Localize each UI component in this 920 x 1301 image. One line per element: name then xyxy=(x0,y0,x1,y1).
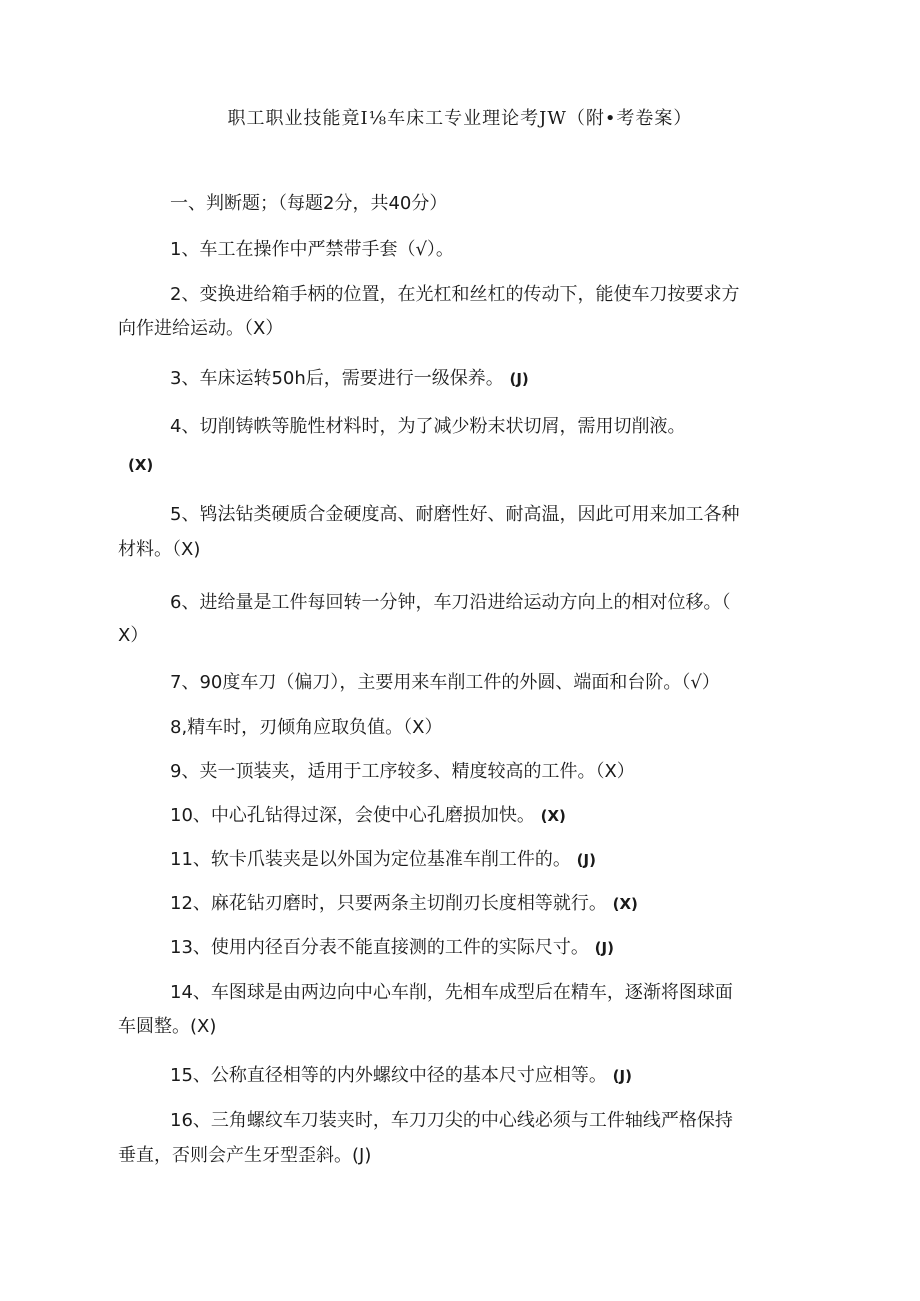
question-1: 1、车工在操作中严禁带手套（√）。 xyxy=(170,239,454,260)
question-9: 9、夹一顶装夹，适用于工序较多、精度较高的工件。（X） xyxy=(170,761,635,782)
section-heading: 一、判断题；（每题2分，共40分） xyxy=(170,193,448,214)
question-12-answer: (X) xyxy=(612,895,638,913)
question-8: 8,精车时，刃倾角应取负值。（X） xyxy=(170,717,443,738)
question-3-text: 3、车床运转50h后，需要进行一级保养。 xyxy=(170,368,504,389)
question-14-continued: 车圆整。(X) xyxy=(118,1016,217,1037)
document-title: 职工职业技能竟I⅛车床工专业理论考JW（附•考卷案） xyxy=(227,108,693,129)
question-12-text: 12、麻花钻刃磨时，只要两条主切削刃长度相等就行。 xyxy=(170,893,607,914)
question-2-continued: 向作进给运动。（X） xyxy=(118,318,284,339)
question-15-answer: (J) xyxy=(612,1067,632,1085)
question-6: 6、进给量是工件每回转一分钟，车刀沿进给运动方向上的相对位移。（ xyxy=(170,592,731,613)
question-13-text: 13、使用内径百分表不能直接测的工件的实际尺寸。 xyxy=(170,937,589,958)
question-11 xyxy=(170,847,596,873)
question-3-answer: (J) xyxy=(509,370,529,388)
question-2: 2、变换进给箱手柄的位置，在光杠和丝杠的传动下，能使车刀按要求方 xyxy=(170,284,740,305)
question-15-text: 15、公称直径相等的内外螺纹中径的基本尺寸应相等。 xyxy=(170,1065,607,1086)
question-14: 14、车图球是由两边向中心车削，先相车成型后在精车，逐渐将图球面 xyxy=(170,982,733,1003)
question-10-text: 10、中心孔钻得过深，会使中心孔磨损加快。 xyxy=(170,805,535,826)
question-16: 16、三角螺纹车刀装夹时，车刀刀尖的中心线必须与工件轴线严格保持 xyxy=(170,1110,733,1131)
question-10-answer: (X) xyxy=(540,807,566,825)
question-13-answer: (J) xyxy=(594,939,614,957)
question-12 xyxy=(170,891,638,917)
question-7: 7、90度车刀（偏刀），主要用来车削工件的外圆、端面和台阶。（√） xyxy=(170,672,720,693)
question-4: 4、切削铸帙等脆性材料时，为了减少粉末状切屑，需用切削液。 xyxy=(170,416,686,437)
question-4-answer: (X) xyxy=(128,456,154,474)
question-16-continued: 垂直，否则会产生牙型歪斜。(J) xyxy=(118,1145,372,1166)
question-5: 5、鸨法钻类硬质合金硬度高、耐磨性好、耐高温，因此可用来加工各种 xyxy=(170,504,740,525)
question-15 xyxy=(170,1063,632,1089)
question-11-text: 11、软卡爪装夹是以外国为定位基准车削工件的。 xyxy=(170,849,571,870)
question-5-continued: 材料。（X) xyxy=(118,539,201,560)
question-13 xyxy=(170,935,614,961)
question-11-answer: (J) xyxy=(576,851,596,869)
question-10 xyxy=(170,803,566,829)
question-3 xyxy=(170,366,529,392)
question-6-continued: X） xyxy=(118,625,149,646)
